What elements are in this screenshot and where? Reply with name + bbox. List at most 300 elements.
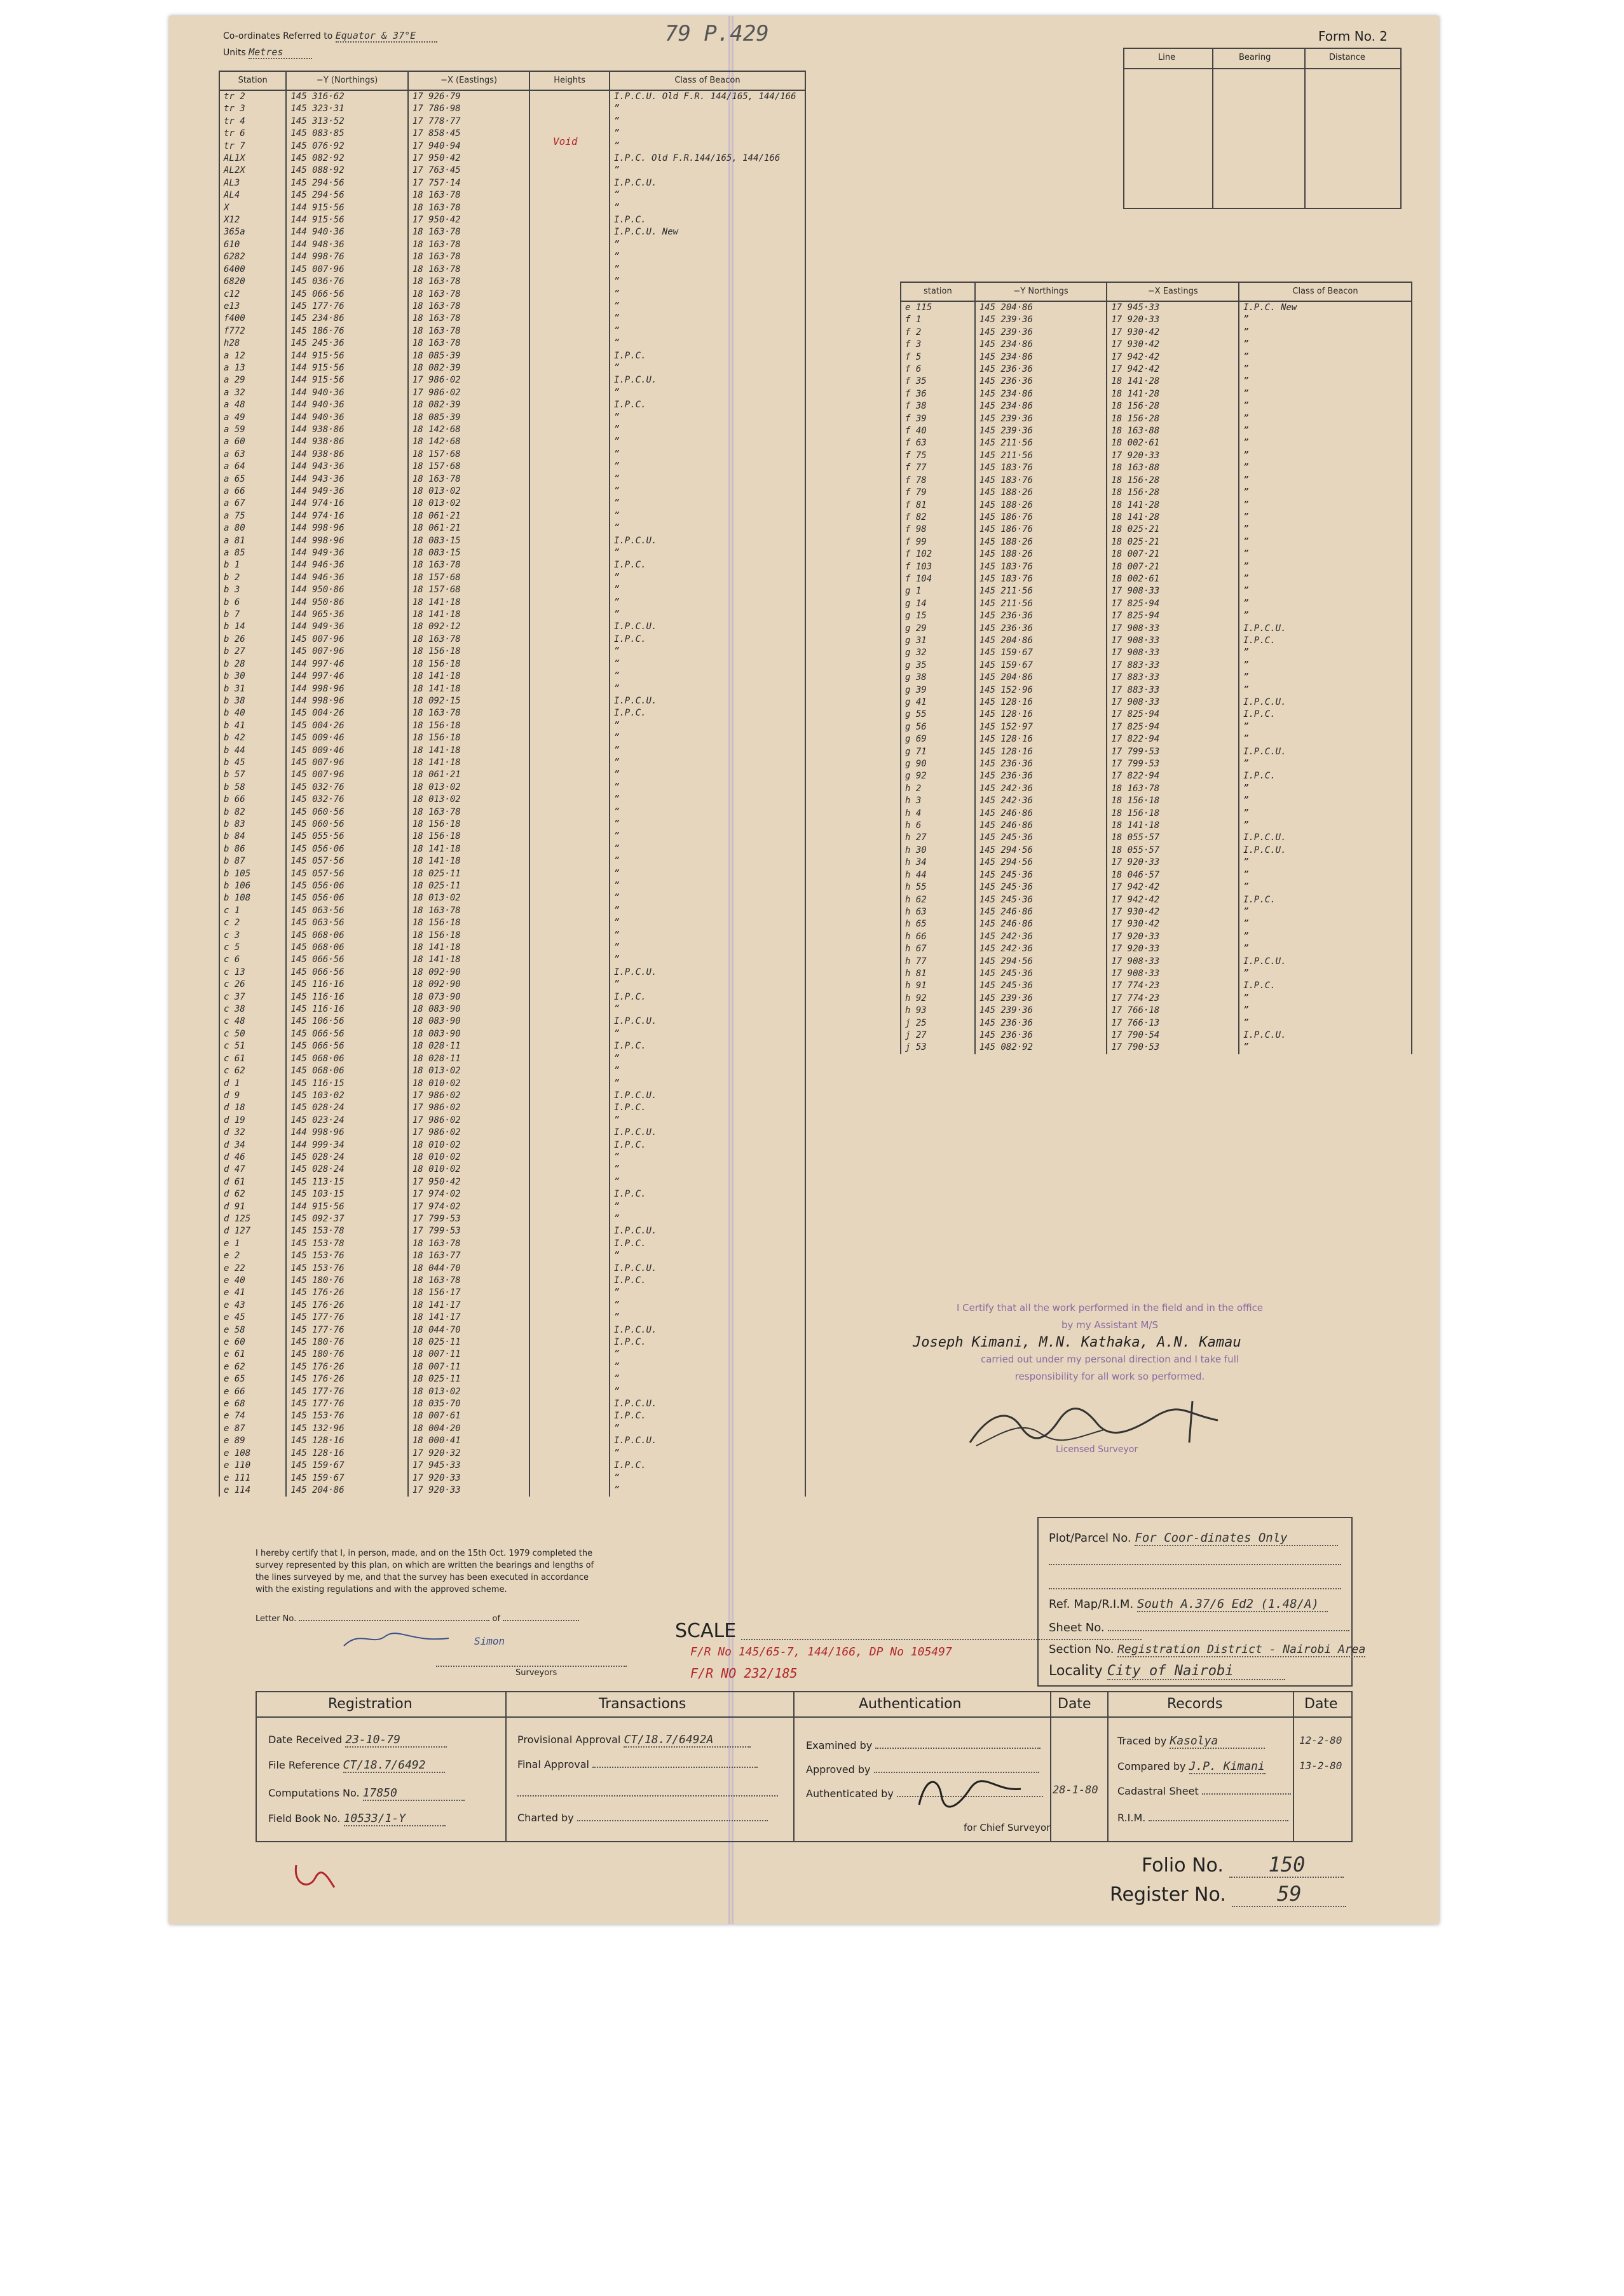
station-cell: b 45 [219,757,286,769]
easting-cell: 18 156·18 [408,732,529,744]
station-cell: b 106 [219,880,286,892]
northing-cell: 145 176·26 [286,1361,407,1373]
station-cell: h 91 [901,980,975,992]
height-cell [529,1127,610,1139]
compared-date: 13-2-80 [1299,1760,1342,1772]
northing-cell: 145 103·15 [286,1188,407,1200]
beacon-class-cell: ” [610,424,805,436]
final-approval-value [592,1767,758,1768]
col-class-of-beacon: Class of Beacon [1239,282,1412,301]
easting-cell: 18 156·18 [408,917,529,929]
beacon-class-cell: ” [1239,376,1412,388]
easting-cell: 17 786·98 [408,103,529,115]
beacon-class-cell: ” [610,510,805,522]
beacon-class-cell: ” [610,264,805,276]
traced-value: Kasolya [1170,1734,1265,1749]
height-cell [529,412,610,424]
table-row [901,857,1412,869]
beacon-class-cell: ” [1239,413,1412,425]
easting-cell: 18 156·28 [1107,475,1239,487]
blank-line [517,1795,778,1797]
height-cell [529,90,610,103]
station-cell: b 83 [219,819,286,831]
northing-cell: 145 153·76 [286,1263,407,1275]
height-cell [529,1484,610,1497]
surveyor-signature [964,1395,1231,1452]
folio-value: 150 [1229,1852,1344,1878]
beacon-class-cell: ” [610,301,805,313]
height-cell [529,1151,610,1164]
table-row [901,721,1412,733]
provisional-value: CT/18.7/6492A [624,1733,751,1748]
northing-cell: 144 949·36 [286,547,407,559]
table-row [219,782,805,794]
station-cell: f 79 [901,487,975,499]
easting-cell: 17 799·53 [1107,746,1239,758]
table-row [219,116,805,128]
easting-cell: 17 763·45 [408,165,529,177]
easting-cell: 18 002·61 [1107,573,1239,585]
station-cell: f 63 [901,437,975,449]
lbd-header-rule [1123,68,1400,69]
table-row [219,720,805,732]
easting-cell: 17 822·94 [1107,733,1239,745]
table-row [901,561,1412,573]
table-row [901,512,1412,524]
northing-cell: 144 998·96 [286,1127,407,1139]
beacon-class-cell: ” [1239,363,1412,376]
station-cell: g 90 [901,758,975,770]
beacon-class-cell: ” [1239,918,1412,930]
northing-cell: 145 063·56 [286,917,407,929]
northing-cell: 145 239·36 [975,993,1107,1005]
letter-value [299,1620,489,1621]
beacon-class-cell: I.P.C.U. [1239,845,1412,857]
station-cell: b 108 [219,892,286,904]
northing-cell: 145 242·36 [975,943,1107,955]
beacon-class-cell: ” [1239,425,1412,437]
table-row [219,226,805,238]
station-cell: a 49 [219,412,286,424]
station-cell: AL4 [219,189,286,201]
table-row [219,264,805,276]
beacon-class-cell: ” [610,843,805,855]
table-row [219,572,805,584]
date-received-label: Date Received [268,1734,343,1746]
table-row [219,1250,805,1262]
scale-reference-2: F/R NO 232/185 [690,1666,798,1681]
table-row [901,548,1412,560]
northing-cell: 144 915·56 [286,202,407,214]
height-cell [529,917,610,929]
table-row [219,843,805,855]
northing-cell: 145 236·36 [975,1029,1107,1042]
beacon-class-cell: ” [1239,881,1412,893]
height-cell [529,707,610,719]
beacon-class-cell: ” [610,905,805,917]
table-row [219,1040,805,1052]
easting-cell: 18 010·02 [408,1164,529,1176]
easting-cell: 18 061·21 [408,769,529,781]
easting-cell: 18 044·70 [408,1263,529,1275]
table-row [219,449,805,461]
easting-cell: 17 942·42 [1107,363,1239,376]
easting-cell: 18 013·02 [408,1065,529,1077]
northing-cell: 144 940·36 [286,387,407,399]
beacon-class-cell: ” [610,140,805,153]
northing-cell: 145 234·86 [286,313,407,325]
table-row [219,1300,805,1312]
northing-cell: 145 007·96 [286,634,407,646]
table-row [901,573,1412,585]
station-cell: b 6 [219,597,286,609]
northing-cell: 145 294·56 [286,189,407,201]
station-cell: g 39 [901,684,975,696]
easting-cell: 18 141·28 [1107,376,1239,388]
northing-cell: 145 186·76 [286,325,407,337]
sheet-no [1049,1621,1349,1634]
easting-cell: 18 163·78 [408,473,529,486]
northing-cell: 144 998·96 [286,695,407,707]
beacon-class-cell: I.P.C.U. [610,621,805,633]
col-transactions: Transactions [599,1696,686,1712]
beacon-class-cell: ” [1239,475,1412,487]
col-eastings: −X (Eastings) [408,71,529,90]
station-cell: a 13 [219,362,286,374]
station-cell: c 37 [219,991,286,1003]
table-row [219,1238,805,1250]
table-row [219,510,805,522]
northing-cell: 145 183·76 [975,561,1107,573]
easting-cell: 18 085·39 [408,412,529,424]
station-cell: b 87 [219,855,286,867]
northing-cell: 145 066·56 [286,967,407,979]
table-row [219,140,805,153]
of-label: of [492,1614,501,1624]
station-cell: e 22 [219,1263,286,1275]
easting-cell: 17 920·32 [408,1448,529,1460]
left-table-body [219,90,805,1497]
height-cell [529,289,610,301]
northing-cell: 144 940·36 [286,226,407,238]
station-cell: b 44 [219,745,286,757]
table-row [901,733,1412,745]
easting-cell: 18 141·28 [1107,388,1239,400]
table-row [219,1139,805,1151]
station-cell: d 62 [219,1188,286,1200]
northing-cell: 144 974·16 [286,510,407,522]
examined-value [875,1748,1041,1749]
easting-cell: 17 825·94 [1107,721,1239,733]
northing-cell: 145 032·76 [286,782,407,794]
northing-cell: 145 106·56 [286,1016,407,1028]
easting-cell: 17 930·42 [1107,327,1239,339]
easting-cell: 18 000·41 [408,1435,529,1447]
table-row [219,374,805,386]
northing-cell: 145 153·78 [286,1225,407,1237]
beacon-class-cell: I.P.C. [610,1410,805,1422]
authenticated-label: Authenticated by [806,1788,894,1800]
table-row [219,917,805,929]
height-cell [529,424,610,436]
beacon-class-cell: ” [610,880,805,892]
beacon-class-cell: ” [610,1348,805,1361]
station-cell: b 66 [219,794,286,806]
left-coordinates-table [219,71,806,1497]
station-cell: h 66 [901,931,975,943]
beacon-class-cell: ” [1239,437,1412,449]
northing-cell: 145 234·86 [975,400,1107,412]
table-row [219,103,805,115]
beacon-class-cell: ” [610,461,805,473]
station-cell: f 2 [901,327,975,339]
provisional-label: Provisional Approval [517,1734,621,1746]
northing-cell: 145 246·86 [975,906,1107,918]
northing-cell: 144 915·56 [286,350,407,362]
beacon-class-cell: ” [1239,388,1412,400]
col-heights: Heights [529,71,610,90]
beacon-class-cell: I.P.C.U. [610,1090,805,1102]
height-cell [529,967,610,979]
easting-cell: 17 858·45 [408,128,529,140]
easting-cell: 18 156·18 [1107,808,1239,820]
station-cell: f 98 [901,524,975,536]
beacon-class-cell: ” [610,337,805,350]
computations-value: 17850 [363,1786,465,1801]
northing-cell: 145 211·56 [975,598,1107,610]
easting-cell: 18 061·21 [408,522,529,534]
table-row [901,585,1412,597]
easting-cell: 18 156·18 [1107,795,1239,807]
easting-cell: 18 092·90 [408,967,529,979]
station-cell: h 67 [901,943,975,955]
easting-cell: 18 083·90 [408,1003,529,1016]
beacon-class-cell: ” [610,1151,805,1164]
easting-cell: 17 774·23 [1107,980,1239,992]
easting-cell: 18 163·78 [408,905,529,917]
height-cell [529,1460,610,1472]
height-cell [529,461,610,473]
northing-cell: 145 204·86 [975,301,1107,314]
beacon-class-cell: ” [610,1176,805,1188]
beacon-class-cell: ” [610,1287,805,1299]
beacon-class-cell: I.P.C.U. [610,535,805,547]
easting-cell: 18 163·77 [408,1250,529,1262]
easting-cell: 17 766·13 [1107,1017,1239,1029]
beacon-class-cell: ” [1239,684,1412,696]
station-cell: f 5 [901,351,975,363]
easting-cell: 18 061·21 [408,510,529,522]
beacon-class-cell: ” [610,1003,805,1016]
easting-cell: 18 055·57 [1107,832,1239,844]
northing-cell: 145 113·15 [286,1176,407,1188]
station-cell: f 81 [901,499,975,512]
beacon-class-cell: ” [1239,548,1412,560]
station-cell: d 46 [219,1151,286,1164]
beacon-class-cell: ” [610,670,805,683]
coord-value: Equator & 37°E [336,30,437,43]
table-row [219,337,805,350]
beacon-class-cell: ” [610,745,805,757]
beacon-class-cell: ” [610,498,805,510]
northing-cell: 145 183·76 [975,573,1107,585]
height-cell [529,1028,610,1040]
easting-cell: 18 163·88 [1107,462,1239,474]
beacon-class-cell: I.P.C. [610,1102,805,1114]
easting-cell: 17 986·02 [408,1102,529,1114]
beacon-class-cell: ” [610,892,805,904]
table-row [219,214,805,226]
table-row [219,424,805,436]
northing-cell: 145 176·26 [286,1287,407,1299]
beacon-class-cell: ” [610,412,805,424]
beacon-class-cell: ” [1239,327,1412,339]
beacon-class-cell: ” [1239,450,1412,462]
height-cell [529,1287,610,1299]
northing-cell: 145 082·92 [975,1042,1107,1054]
left-table-header [219,71,805,90]
height-cell [529,313,610,325]
beacon-class-cell: I.P.C.U. New [610,226,805,238]
easting-cell: 17 908·33 [1107,585,1239,597]
station-cell: e 68 [219,1398,286,1410]
col-station: Station [219,71,286,90]
station-cell: h 30 [901,845,975,857]
northing-cell: 144 946·36 [286,559,407,571]
height-cell [529,276,610,288]
easting-cell: 17 790·53 [1107,1042,1239,1054]
easting-cell: 18 156·18 [408,646,529,658]
northing-cell: 145 186·76 [975,524,1107,536]
folio-no [1142,1852,1344,1878]
station-cell: f 75 [901,450,975,462]
beacon-class-cell: I.P.C.U. [610,1263,805,1275]
table-row [901,388,1412,400]
for-chief-surveyor: for Chief Surveyor [964,1822,1051,1833]
height-cell [529,559,610,571]
northing-cell: 145 116·15 [286,1078,407,1090]
station-cell: a 65 [219,473,286,486]
rim [1117,1812,1288,1824]
easting-cell: 18 163·88 [1107,425,1239,437]
northing-cell: 144 998·96 [286,522,407,534]
table-row [219,597,805,609]
surveyor-name: Simon [474,1635,505,1647]
station-cell: f 3 [901,339,975,351]
northing-cell: 145 159·67 [286,1460,407,1472]
easting-cell: 17 920·33 [1107,314,1239,326]
height-cell [529,942,610,954]
table-row [219,473,805,486]
beacon-class-cell: ” [1239,536,1412,548]
table-row [901,746,1412,758]
station-cell: d 47 [219,1164,286,1176]
station-cell: c 26 [219,979,286,991]
easting-cell: 17 950·42 [408,153,529,165]
station-cell: a 59 [219,424,286,436]
beacon-class-cell: ” [1239,561,1412,573]
northing-cell: 145 063·56 [286,905,407,917]
right-table-body [901,301,1412,1054]
beacon-class-cell: ” [610,769,805,781]
easting-cell: 18 141·18 [408,954,529,966]
table-row [219,522,805,534]
station-cell: f 99 [901,536,975,548]
table-row [219,1263,805,1275]
beacon-class-cell: I.P.C.U. [610,1324,805,1336]
table-row [901,808,1412,820]
easting-cell: 18 163·78 [1107,783,1239,795]
form-number: Form No. 2 [1318,29,1388,44]
rim-label: R.I.M. [1117,1812,1146,1824]
table-row [901,770,1412,782]
station-cell: b 38 [219,695,286,707]
easting-cell: 18 157·68 [408,461,529,473]
height-cell [529,1164,610,1176]
height-cell [529,1448,610,1460]
height-cell [529,1373,610,1385]
easting-cell: 17 920·33 [408,1472,529,1484]
easting-cell: 18 163·78 [408,337,529,350]
table-row [219,387,805,399]
table-row [901,820,1412,832]
easting-cell: 18 141·18 [1107,820,1239,832]
height-cell [529,1472,610,1484]
northing-cell: 145 242·36 [975,931,1107,943]
table-row [219,609,805,621]
easting-cell: 18 163·78 [408,202,529,214]
beacon-class-cell: ” [610,1448,805,1460]
station-cell: b 27 [219,646,286,658]
table-row [901,980,1412,992]
registration-divider [793,1691,795,1841]
beacon-class-cell: ” [610,806,805,819]
northing-cell: 145 183·76 [975,462,1107,474]
beacon-class-cell: I.P.C.U. [1239,1029,1412,1042]
station-cell: tr 3 [219,103,286,115]
station-cell: f 38 [901,400,975,412]
station-cell: e 41 [219,1287,286,1299]
height-cell [529,189,610,201]
table-row [901,314,1412,326]
station-cell: h 92 [901,993,975,1005]
northing-cell: 145 055·56 [286,831,407,843]
table-row [901,894,1412,906]
northing-cell: 145 294·56 [975,956,1107,968]
surveyors-label: Surveyors [515,1668,557,1678]
station-cell: c 38 [219,1003,286,1016]
northing-cell: 145 234·86 [975,351,1107,363]
beacon-class-cell: ” [610,1250,805,1262]
height-cell [529,1361,610,1373]
table-row [219,819,805,831]
beacon-class-cell: ” [610,597,805,609]
table-row [901,1042,1412,1054]
easting-cell: 18 156·17 [408,1287,529,1299]
height-cell [529,683,610,695]
station-cell: d 19 [219,1115,286,1127]
beacon-class-cell: ” [610,436,805,448]
easting-cell: 18 163·78 [408,325,529,337]
beacon-class-cell: I.P.C.U. [1239,696,1412,709]
northing-cell: 145 128·16 [975,696,1107,709]
station-cell: d 61 [219,1176,286,1188]
northing-cell: 145 316·62 [286,90,407,103]
easting-cell: 18 025·11 [408,1373,529,1385]
table-row [219,769,805,781]
beacon-class-cell: ” [610,116,805,128]
height-cell [529,1078,610,1090]
